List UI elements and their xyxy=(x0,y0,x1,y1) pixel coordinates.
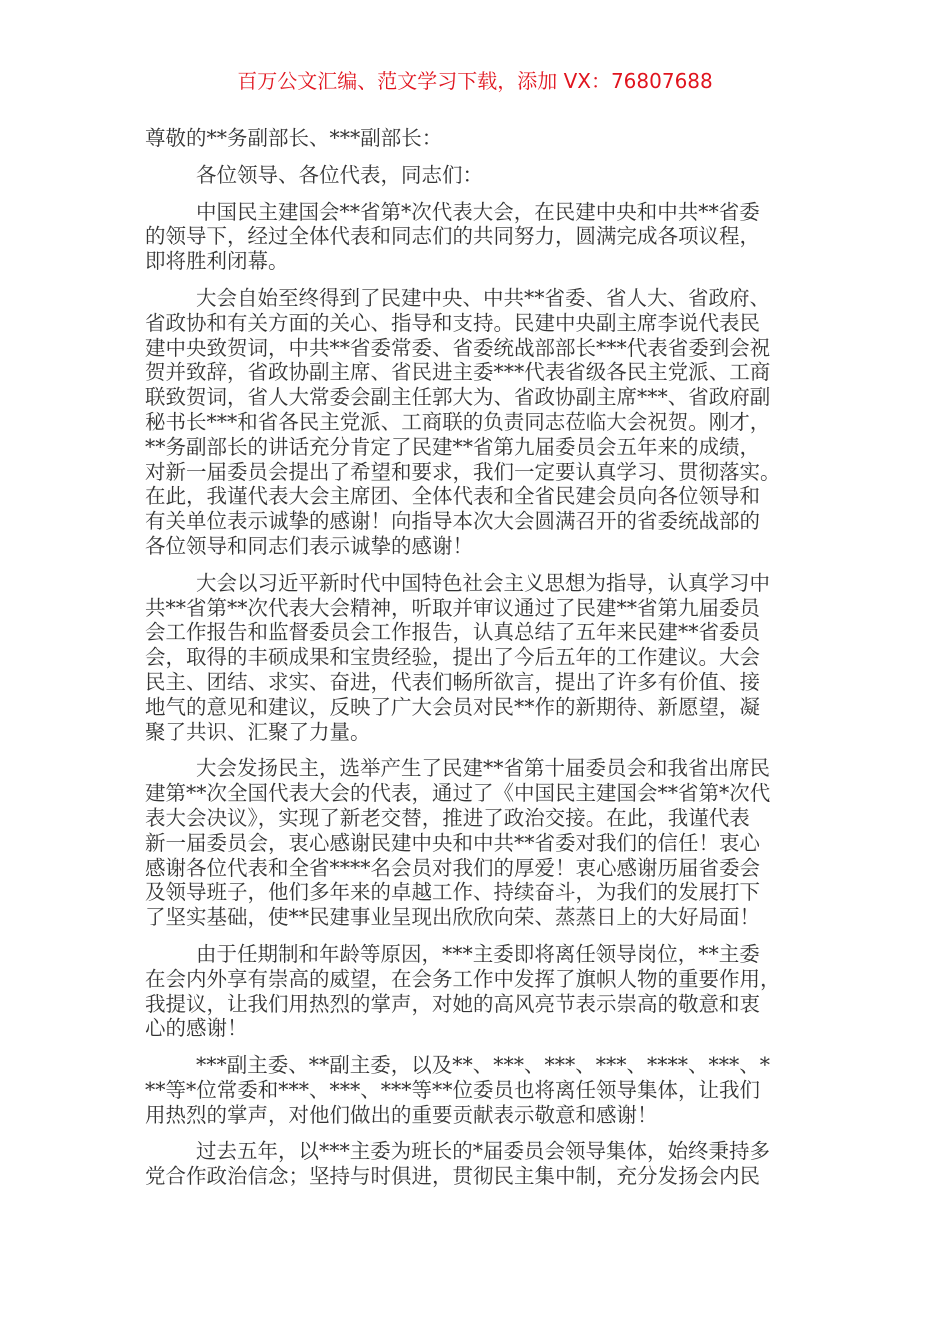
text-line: 中国民主建国会**省第*次代表大会，在民建中央和中共**省委 xyxy=(196,199,760,224)
text-line: 会工作报告和监督委员会工作报告，认真总结了五年来民建**省委员 xyxy=(145,620,760,645)
paragraph xyxy=(145,942,805,1041)
text-line: 党合作政治信念；坚持与时俱进，贯彻民主集中制，充分发扬会内民 xyxy=(145,1164,760,1189)
text-line: 各位领导和同志们表示诚挚的感谢！ xyxy=(145,533,473,558)
text-line: 及领导班子，他们多年来的卓越工作、持续奋斗，为我们的发展打下 xyxy=(145,880,760,905)
paragraph xyxy=(145,571,805,745)
text-line: 表大会决议》，实现了新老交替，推进了政治交接。在此，我谨代表 xyxy=(145,805,750,830)
salutation xyxy=(145,126,805,151)
text-line: 联致贺词，省人大常委会副主任郭大为、省政协副主席***、省政府副 xyxy=(145,385,771,410)
text-line: 大会以习近平新时代中国特色社会主义思想为指导，认真学习中 xyxy=(196,570,770,595)
text-line: 会，取得的丰硕成果和宝贵经验，提出了今后五年的工作建议。大会 xyxy=(145,645,760,670)
paragraph xyxy=(145,163,805,188)
text-line: 用热烈的掌声，对他们做出的重要贡献表示敬意和感谢！ xyxy=(145,1102,658,1127)
text-line: 心的感谢！ xyxy=(145,1016,248,1041)
text-line: 在会内外享有崇高的威望，在会务工作中发挥了旗帜人物的重要作用， xyxy=(145,966,781,991)
text-line: ***副主委、**副主委，以及**、***、***、***、****、***、* xyxy=(196,1053,770,1078)
text-line: 我提议，让我们用热烈的掌声，对她的高风亮节表示崇高的敬意和衷 xyxy=(145,991,760,1016)
text-line: 感谢各位代表和全省****名会员对我们的厚爱！衷心感谢历届省委会 xyxy=(145,855,760,880)
paragraph xyxy=(145,286,805,559)
text-line: 地气的意见和建议，反映了广大会员对民**作的新期待、新愿望，凝 xyxy=(145,694,760,719)
text-line: 秘书长***和省各民主党派、工商联的负责同志莅临大会祝贺。刚才， xyxy=(145,409,771,434)
text-line: 有关单位表示诚挚的感谢！向指导本次大会圆满召开的省委统战部的 xyxy=(145,509,760,534)
text-line: 尊敬的**务副部长、***副部长： xyxy=(145,126,443,150)
text-line: 由于任期制和年龄等原因，***主委即将离任领导岗位，**主委 xyxy=(196,941,760,966)
text-line: 聚了共识、汇聚了力量。 xyxy=(145,719,371,744)
text-line: 建中央致贺词，中共**省委常委、省委统战部部长***代表省委到会祝 xyxy=(145,335,771,360)
text-line: 建第**次全国代表大会的代表，通过了《中国民主建国会**省第*次代 xyxy=(145,781,771,806)
text-line: 各位领导、各位代表，同志们： xyxy=(196,162,483,187)
paragraph xyxy=(145,1053,805,1127)
text-line: 省政协和有关方面的关心、指导和支持。民建中央副主席李说代表民 xyxy=(145,310,760,335)
text-line: 共**省第**次代表大会精神，听取并审议通过了民建**省第九届委员 xyxy=(145,595,760,620)
text-line: 新一届委员会，衷心感谢民建中央和中共**省委对我们的信任！衷心 xyxy=(145,830,760,855)
text-line: 即将胜利闭幕。 xyxy=(145,249,289,274)
text-line: 贺并致辞，省政协副主席、省民进主委***代表省级各民主党派、工商 xyxy=(145,360,771,385)
paragraph xyxy=(145,200,805,274)
text-line: 了坚实基础，使**民建事业呈现出欣欣向荣、蒸蒸日上的大好局面！ xyxy=(145,905,760,930)
text-line: 大会发扬民主，选举产生了民建**省第十届委员会和我省出席民 xyxy=(196,756,770,781)
text-line: 的领导下，经过全体代表和同志们的共同努力，圆满完成各项议程， xyxy=(145,224,760,249)
text-line: 大会自始至终得到了民建中央、中共**省委、省人大、省政府、 xyxy=(196,285,770,310)
text-line: 对新一届委员会提出了希望和要求，我们一定要认真学习、贯彻落实。 xyxy=(145,459,781,484)
paragraph xyxy=(145,756,805,930)
document-body xyxy=(145,126,805,1201)
watermark-header: 百万公文汇编、范文学习下载，添加 VX：76807688 xyxy=(237,69,713,93)
text-line: 民主、团结、求实、奋进，代表们畅所欲言，提出了许多有价值、接 xyxy=(145,669,760,694)
text-line: **等*位常委和***、***、***等**位委员也将离任领导集体，让我们 xyxy=(145,1077,760,1102)
text-line: 过去五年，以***主委为班长的*届委员会领导集体，始终秉持多 xyxy=(196,1139,770,1164)
paragraph xyxy=(145,1139,805,1189)
text-line: 在此，我谨代表大会主席团、全体代表和全省民建会员向各位领导和 xyxy=(145,484,760,509)
text-line: **务副部长的讲话充分肯定了民建**省第九届委员会五年来的成绩， xyxy=(145,434,760,459)
